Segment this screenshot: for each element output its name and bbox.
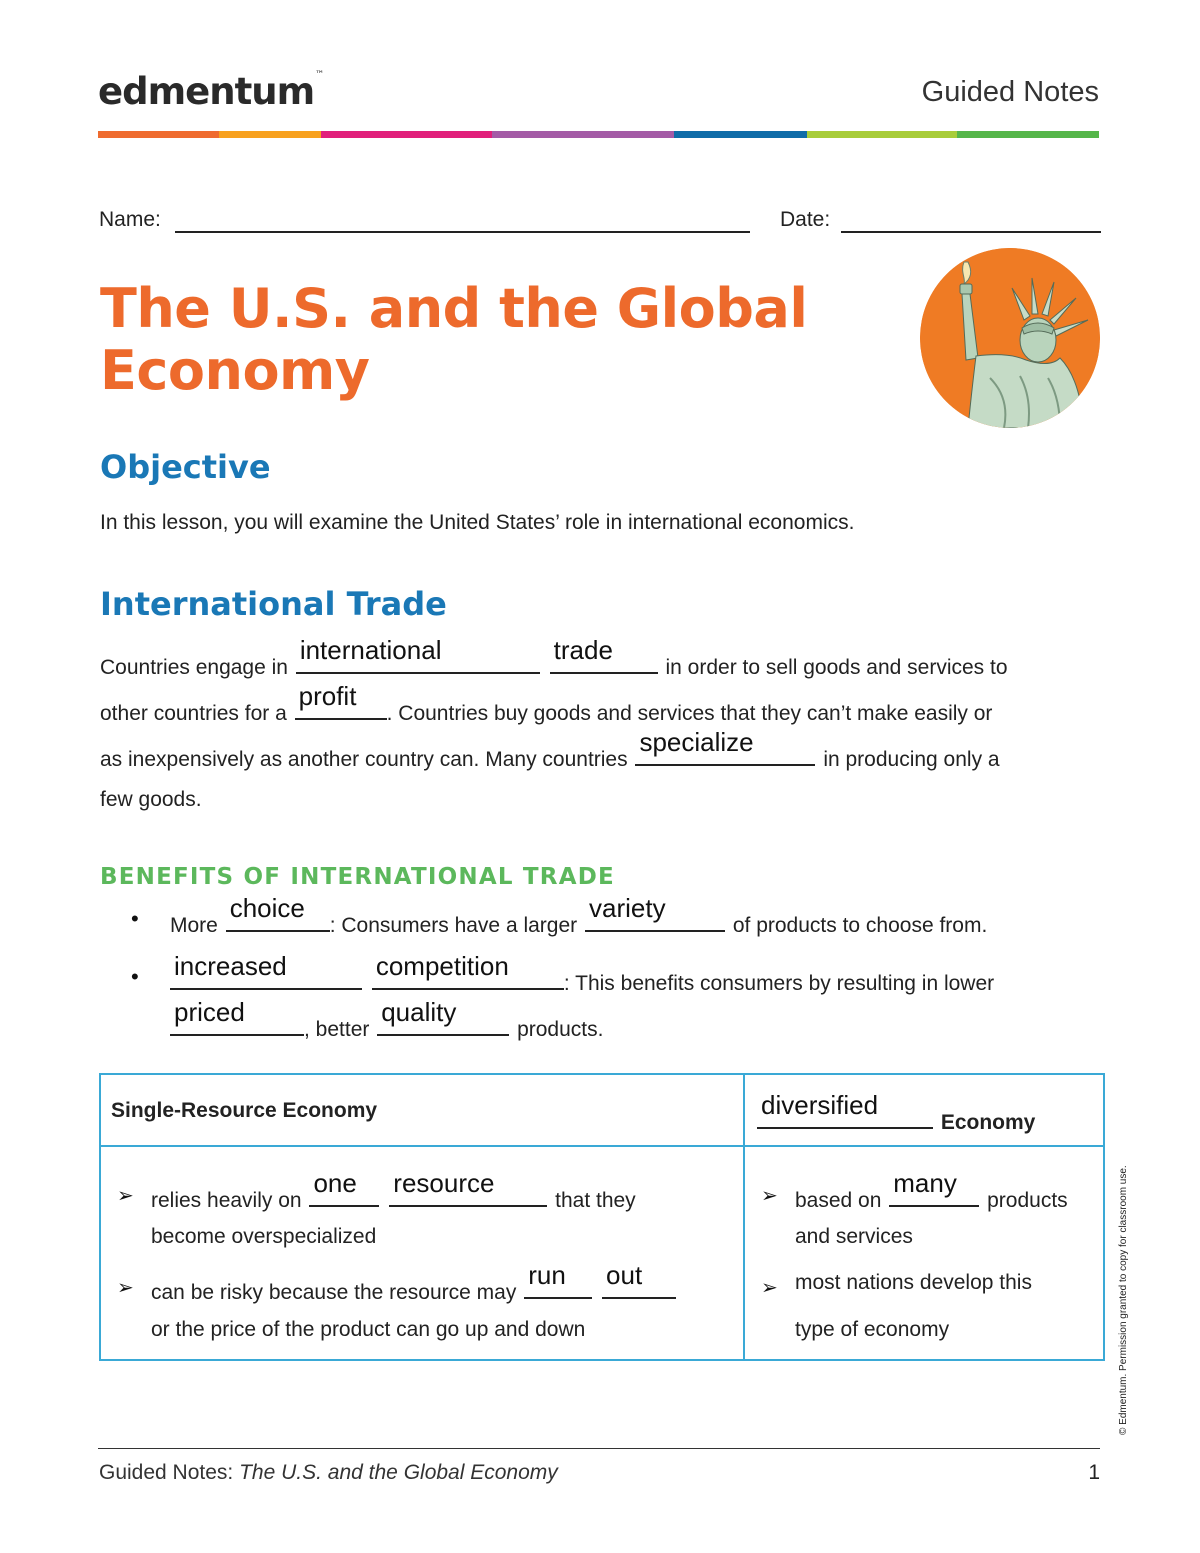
blank-choice[interactable] <box>226 893 330 932</box>
trade-text: other countries for a <box>100 702 287 725</box>
trade-text: as inexpensively as another country can. Many countries <box>100 748 628 771</box>
table-header-row <box>100 1074 1104 1146</box>
answer-quality: quality <box>381 997 457 1027</box>
answer-out: out <box>606 1260 643 1290</box>
cell-text: that they <box>555 1189 636 1212</box>
blank-diversified[interactable] <box>757 1090 933 1129</box>
benefit-text: : This benefits consumers by resulting in lower <box>563 972 995 995</box>
single-resource-item-2 <box>151 1260 678 1307</box>
cell-text: and services <box>795 1225 913 1248</box>
diversified-item-1 <box>795 1168 1068 1215</box>
single-resource-cell <box>100 1146 744 1360</box>
color-segment <box>492 131 674 138</box>
blank-variety[interactable] <box>585 893 725 932</box>
page-number: 1 <box>1088 1461 1100 1484</box>
edmentum-logo: edmentum™ <box>98 70 324 113</box>
blank-increased[interactable] <box>170 951 362 990</box>
trade-text: in order to sell goods and services to <box>665 656 1008 679</box>
cell-text: can be risky because the resource may <box>151 1281 517 1304</box>
date-field[interactable] <box>841 231 1101 233</box>
blank-priced[interactable] <box>170 997 304 1036</box>
benefit-text: : Consumers have a larger <box>329 914 578 937</box>
brand-color-bar <box>98 131 1099 138</box>
color-segment <box>807 131 957 138</box>
name-field[interactable] <box>175 231 750 233</box>
blank-run[interactable] <box>524 1260 592 1299</box>
color-segment <box>98 131 219 138</box>
trade-line-2 <box>100 681 993 728</box>
answer-international: international <box>299 635 442 665</box>
answer-profit: profit <box>298 681 357 711</box>
benefit-text: of products to choose from. <box>732 914 988 937</box>
copyright-note: © Edmentum. Permission granted to copy for classroom use. <box>1118 1165 1129 1435</box>
benefit-line-3 <box>168 997 604 1044</box>
answer-variety: variety <box>589 893 666 923</box>
blank-specialize[interactable] <box>635 727 815 766</box>
blank-profit[interactable] <box>295 681 387 720</box>
answer-priced: priced <box>174 997 245 1027</box>
cell-text: relies heavily on <box>151 1189 302 1212</box>
color-segment <box>321 131 492 138</box>
blank-trade[interactable] <box>550 635 658 674</box>
color-segment <box>219 131 321 138</box>
trade-text: Countries engage in <box>100 656 288 679</box>
trade-text: . Countries buy goods and services that they can’t make easily or <box>386 702 993 725</box>
single-resource-header: Single-Resource Economy <box>111 1099 378 1122</box>
blank-one[interactable] <box>309 1168 379 1207</box>
benefit-line-1 <box>170 893 988 940</box>
name-label: Name: <box>99 208 161 231</box>
arrow-bullet-icon: ➢ <box>761 1277 778 1299</box>
cell-text: most nations develop this <box>795 1271 1032 1294</box>
cell-text: become overspecialized <box>151 1225 377 1248</box>
diversified-cell <box>744 1146 1104 1360</box>
answer-run: run <box>528 1260 566 1290</box>
page-title: The U.S. and the Global Economy <box>100 277 808 402</box>
answer-resource: resource <box>393 1168 495 1198</box>
objective-text: In this lesson, you will examine the United States’ role in international economics. <box>100 511 855 534</box>
table-body-row <box>100 1146 1104 1360</box>
color-segment <box>674 131 807 138</box>
cell-text: products <box>987 1189 1068 1212</box>
arrow-bullet-icon: ➢ <box>761 1185 778 1207</box>
cell-text: or the price of the product can go up and down <box>151 1318 586 1341</box>
single-resource-header-cell <box>100 1074 744 1146</box>
answer-trade: trade <box>553 635 613 665</box>
diversified-header <box>755 1090 1036 1137</box>
trade-line-3 <box>100 727 1000 774</box>
benefit-text: , better <box>304 1018 370 1041</box>
answer-many: many <box>893 1168 957 1198</box>
bullet-icon: • <box>131 906 139 931</box>
answer-diversified: diversified <box>761 1090 879 1120</box>
bullet-icon: • <box>131 964 139 989</box>
answer-choice: choice <box>229 893 305 923</box>
trade-line-1 <box>100 635 1008 682</box>
arrow-bullet-icon: ➢ <box>117 1185 134 1207</box>
objective-heading: Objective <box>100 448 271 486</box>
blank-international[interactable] <box>296 635 540 674</box>
blank-competition[interactable] <box>372 951 564 990</box>
color-segment <box>957 131 1099 138</box>
answer-one: one <box>313 1168 357 1198</box>
blank-resource[interactable] <box>389 1168 547 1207</box>
blank-many[interactable] <box>889 1168 979 1207</box>
benefits-heading: BENEFITS OF INTERNATIONAL TRADE <box>100 864 615 890</box>
answer-increased: increased <box>174 951 287 981</box>
international-trade-heading: International Trade <box>100 585 447 623</box>
single-resource-item-1 <box>151 1168 636 1215</box>
economy-header-text: Economy <box>940 1111 1036 1134</box>
answer-specialize: specialize <box>639 727 754 757</box>
footer-divider <box>98 1448 1100 1449</box>
benefit-text: More <box>170 914 218 937</box>
benefit-line-2 <box>168 951 995 998</box>
blank-out[interactable] <box>602 1260 676 1299</box>
header-label: Guided Notes <box>921 76 1099 108</box>
footer-title: Guided Notes: The U.S. and the Global Economy <box>99 1461 558 1484</box>
answer-competition: competition <box>375 951 509 981</box>
diversified-header-cell <box>744 1074 1104 1146</box>
economy-comparison-table <box>99 1073 1105 1361</box>
cell-text: type of economy <box>795 1318 950 1341</box>
trade-line-4: few goods. <box>100 788 202 811</box>
date-label: Date: <box>780 208 831 231</box>
cell-text: based on <box>795 1189 882 1212</box>
arrow-bullet-icon: ➢ <box>117 1277 134 1299</box>
blank-quality[interactable] <box>377 997 509 1036</box>
benefit-text: products. <box>517 1018 604 1041</box>
trade-text: in producing only a <box>823 748 1000 771</box>
statue-of-liberty-icon <box>920 248 1100 428</box>
